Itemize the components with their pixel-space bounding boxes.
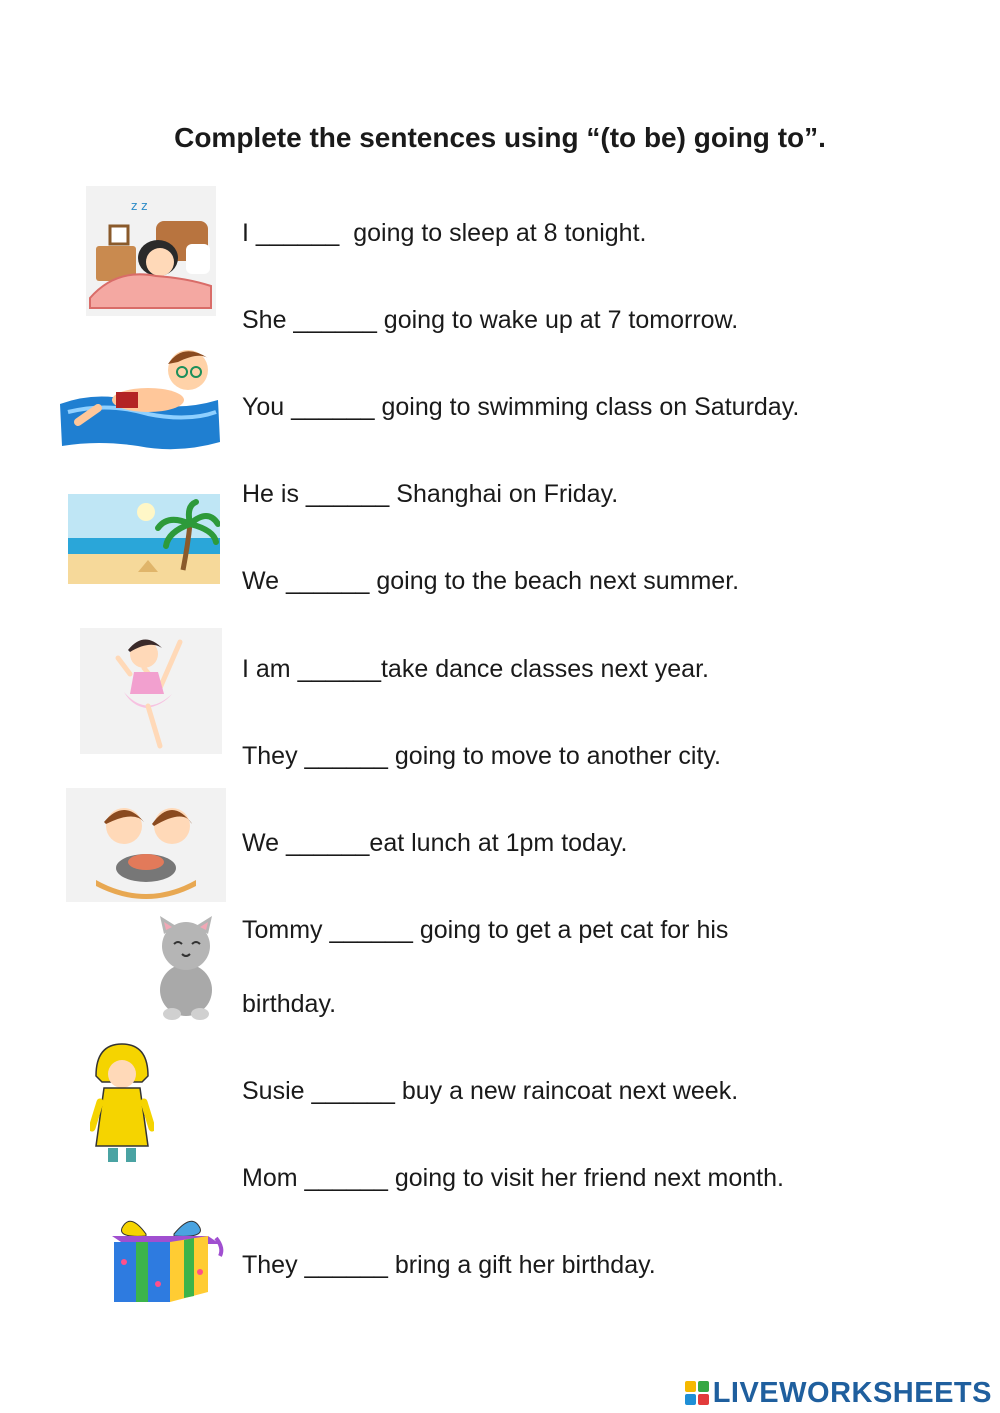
sentence-1: I ______ going to sleep at 8 tonight. [242,219,647,247]
beach-icon [68,494,220,584]
sentence-11: Mom ______ going to visit her friend next month. [242,1164,784,1192]
cat-icon [152,914,222,1022]
kids-lunch-icon [66,788,226,902]
sentence-6: I am ______take dance classes next year. [242,655,709,683]
sentence-5: We ______ going to the beach next summer. [242,567,740,595]
sentence-4: He is ______ Shanghai on Friday. [242,480,619,508]
sentence-12: They ______ bring a gift her birthday. [242,1251,656,1279]
sentence-10: Susie ______ buy a new raincoat next week. [242,1077,739,1105]
sentence-9: Tommy ______ going to get a pet cat for his [242,916,729,944]
svg-text:z z: z z [131,199,148,213]
ballerina-icon [80,628,222,754]
swimming-boy-icon [58,342,224,454]
logo-text: LIVEWORKSHEETS [712,1376,992,1409]
sentence-2: She ______ going to wake up at 7 tomorrow. [242,306,739,334]
sentence-9-continued: birthday. [242,990,337,1018]
worksheet-title: Complete the sentences using “(to be) going to”. [174,122,826,153]
raincoat-girl-icon [90,1042,154,1168]
liveworksheets-logo [685,1377,992,1409]
sentence-7: They ______ going to move to another city. [242,742,722,770]
sleeping-girl-icon [86,186,216,316]
sentence-3: You ______ going to swimming class on Saturday. [242,393,800,421]
logo-mark-icon [685,1381,709,1405]
sentence-8: We ______eat lunch at 1pm today. [242,829,628,857]
gift-box-icon [104,1212,228,1308]
